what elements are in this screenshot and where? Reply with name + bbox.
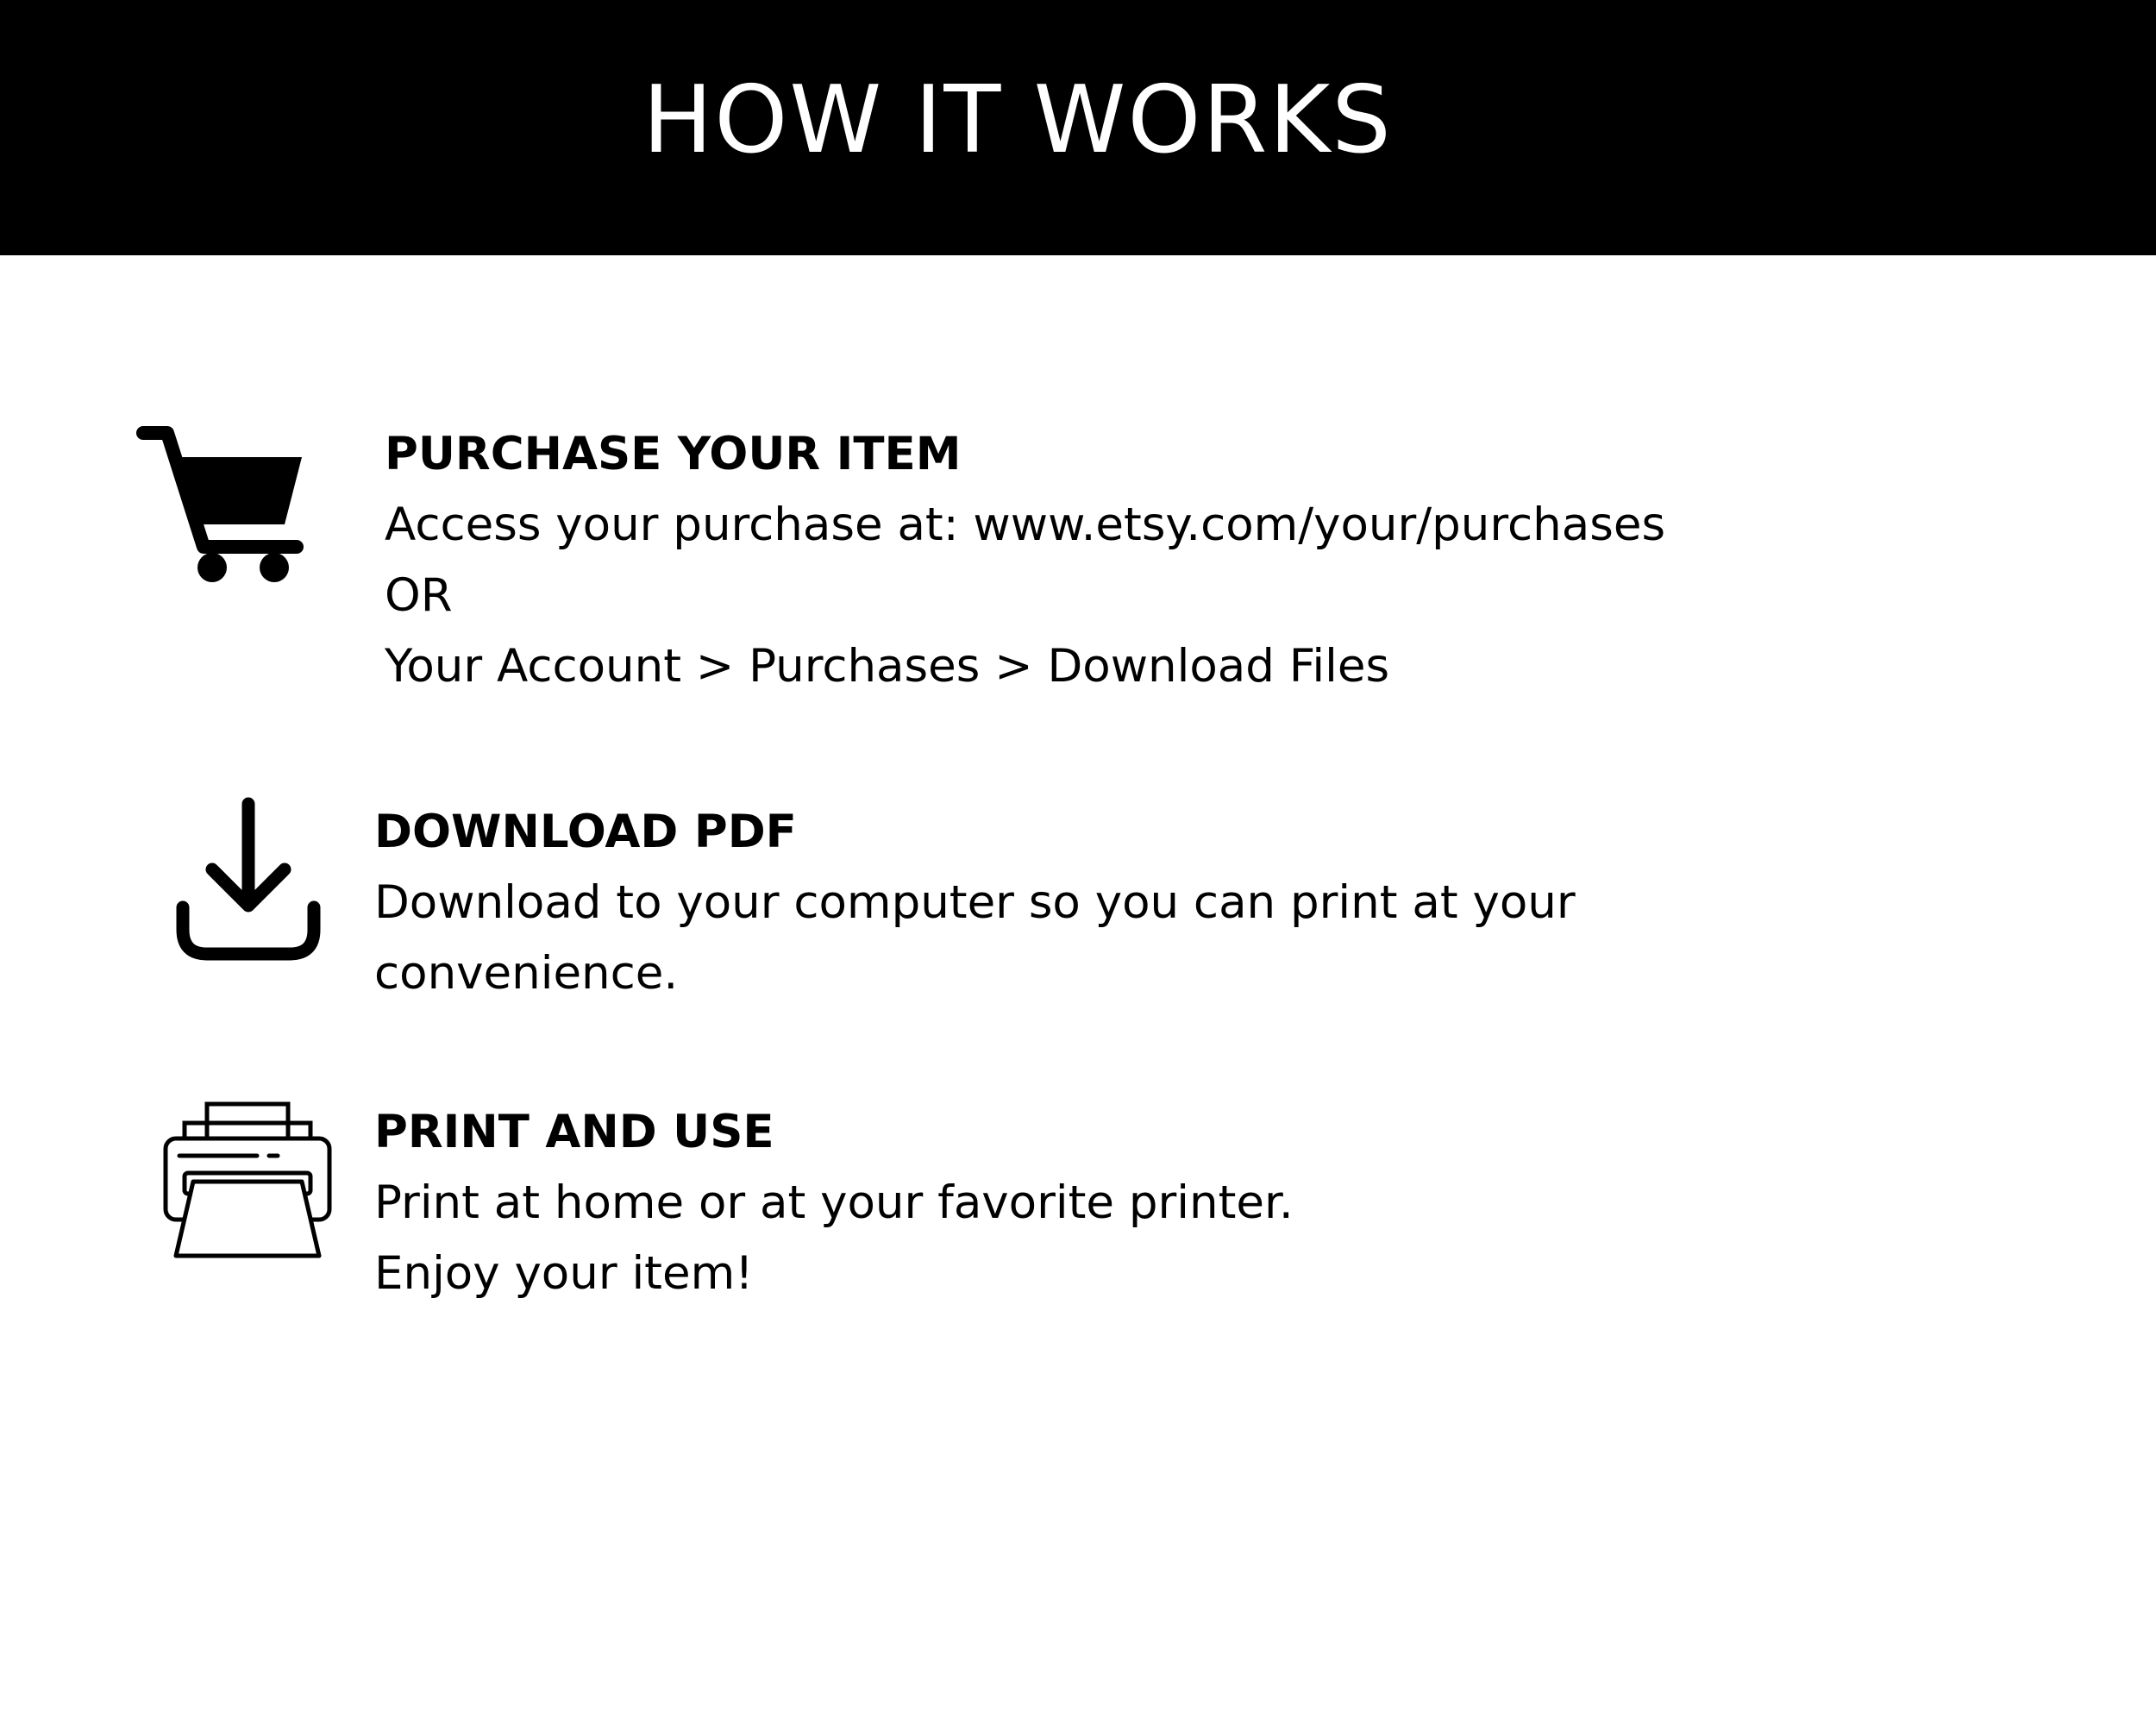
step-title: PRINT AND USE bbox=[374, 1106, 774, 1158]
step-download-text bbox=[374, 797, 1576, 1009]
step-description: convenience. bbox=[374, 947, 679, 1000]
step-print bbox=[0, 1094, 2156, 1318]
step-title: DOWNLOAD PDF bbox=[374, 806, 797, 858]
step-description: Access your purchase at: www.etsy.com/your/purchases bbox=[385, 499, 1666, 551]
step-description: Enjoy your item! bbox=[374, 1247, 754, 1300]
step-description: Download to your computer so you can print at your bbox=[374, 876, 1576, 929]
step-download bbox=[0, 790, 2156, 1014]
step-title: PURCHASE YOUR ITEM bbox=[385, 428, 962, 480]
page-title: HOW IT WORKS bbox=[642, 66, 1393, 174]
step-description: Your Account > Purchases > Download Files bbox=[385, 640, 1390, 693]
step-purchase-text bbox=[385, 419, 1665, 702]
header-banner bbox=[0, 0, 2156, 255]
step-purchase bbox=[0, 414, 2156, 707]
step-print-text bbox=[374, 1097, 1294, 1309]
step-description: OR bbox=[385, 569, 453, 622]
printer-icon bbox=[160, 1101, 335, 1259]
download-icon bbox=[172, 794, 324, 966]
shopping-cart-icon bbox=[136, 421, 309, 585]
step-description: Print at home or at your favorite printer. bbox=[374, 1176, 1294, 1229]
